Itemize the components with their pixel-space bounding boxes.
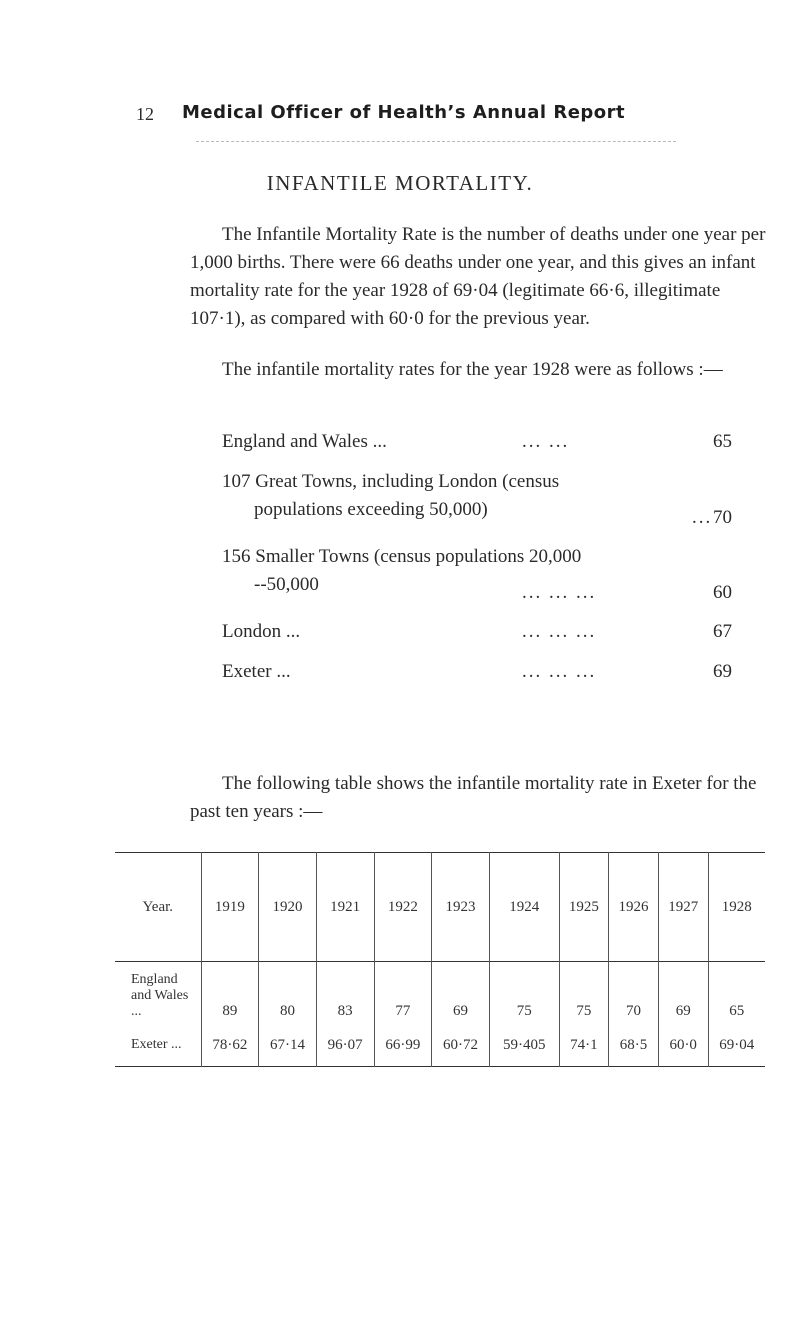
section-heading: INFANTILE MORTALITY. [266, 171, 534, 195]
rate-leader: ... ... ... [522, 582, 597, 603]
paragraph-rates-intro: The infantile mortality rates for the year 1928 were as follows :— [222, 359, 723, 380]
table-row-england-wales [115, 962, 765, 1025]
rate-value: 69 [713, 661, 732, 682]
table-cell: 59·405 [489, 1024, 559, 1067]
table-header-row [115, 853, 765, 962]
rate-value: 65 [713, 431, 732, 452]
rate-leader: ... ... ... [522, 621, 597, 642]
rate-row-smaller-towns [222, 538, 762, 613]
table-cell: 68·5 [609, 1024, 659, 1067]
table-cell: 77 [374, 962, 432, 1025]
table-cell: 65 [708, 962, 765, 1025]
table-cell: 69·04 [708, 1024, 765, 1067]
rate-leader: ... ... ... [522, 661, 597, 682]
rate-label-continued: --50,000 [254, 574, 319, 595]
paragraph-infantile-mortality: The Infantile Mortality Rate is the number of deaths under one year per 1,000 births. There were 66 deaths under one year, and this gives an infant mortality rate for the year 1928 of 69·04 (legitimate 66·6, illegitimate 107·1), as compared with 60·0 for the previous year. [190, 224, 766, 329]
row-label: Exeter ... [131, 1037, 182, 1052]
table-row-exeter [115, 1024, 765, 1067]
mortality-ten-year-table [115, 852, 765, 1067]
table-cell: 66·99 [374, 1024, 432, 1067]
year-header: Year. [142, 898, 174, 915]
year-cell: 1921 [316, 853, 374, 962]
rate-label: London ... [222, 621, 301, 642]
rate-label: 107 Great Towns, including London (census [222, 471, 560, 492]
table-cell: 60·0 [658, 1024, 708, 1067]
table-cell: 69 [432, 962, 490, 1025]
table-cell: 78·62 [201, 1024, 259, 1067]
year-cell: 1926 [609, 853, 659, 962]
table-cell: 89 [201, 962, 259, 1025]
paragraph-table-intro: The following table shows the infantile mortality rate in Exeter for the past ten years :— [190, 773, 757, 822]
rate-label-continued: populations exceeding 50,000) [254, 499, 488, 520]
running-title: Medical Officer of Health’s Annual Report [182, 102, 626, 123]
rate-row-england-wales [222, 423, 762, 463]
page-number: 12 [136, 104, 154, 124]
table-cell: 67·14 [259, 1024, 317, 1067]
year-cell: 1920 [259, 853, 317, 962]
rate-row-exeter [222, 653, 762, 693]
rate-leader: ... [692, 507, 713, 528]
table-cell: 74·1 [559, 1024, 609, 1067]
year-cell: 1919 [201, 853, 259, 962]
rate-row-london [222, 613, 762, 653]
year-cell: 1922 [374, 853, 432, 962]
table-cell: 83 [316, 962, 374, 1025]
row-label-line2: and Wales ... [131, 988, 189, 1019]
row-label [115, 962, 201, 1025]
rate-label: 156 Smaller Towns (census populations 20,000 [222, 546, 582, 567]
year-cell: 1924 [489, 853, 559, 962]
table-cell: 80 [259, 962, 317, 1025]
table-cell: 69 [658, 962, 708, 1025]
table-cell: 75 [489, 962, 559, 1025]
table-cell: 60·72 [432, 1024, 490, 1067]
table-cell: 70 [609, 962, 659, 1025]
rate-label: England and Wales ... [222, 431, 387, 452]
rate-value: 60 [713, 582, 732, 603]
year-cell: 1923 [432, 853, 490, 962]
rate-label: Exeter ... [222, 661, 291, 682]
rate-row-great-towns [222, 463, 762, 538]
rate-value: 67 [713, 621, 732, 642]
year-cell: 1928 [708, 853, 765, 962]
row-label-line1: England [131, 972, 178, 987]
header-rule [196, 141, 676, 142]
year-cell: 1927 [658, 853, 708, 962]
rate-leader: ... ... [522, 431, 570, 452]
table-cell: 75 [559, 962, 609, 1025]
rate-value: 70 [713, 507, 732, 528]
year-cell: 1925 [559, 853, 609, 962]
table-cell: 96·07 [316, 1024, 374, 1067]
rates-list [222, 423, 762, 693]
